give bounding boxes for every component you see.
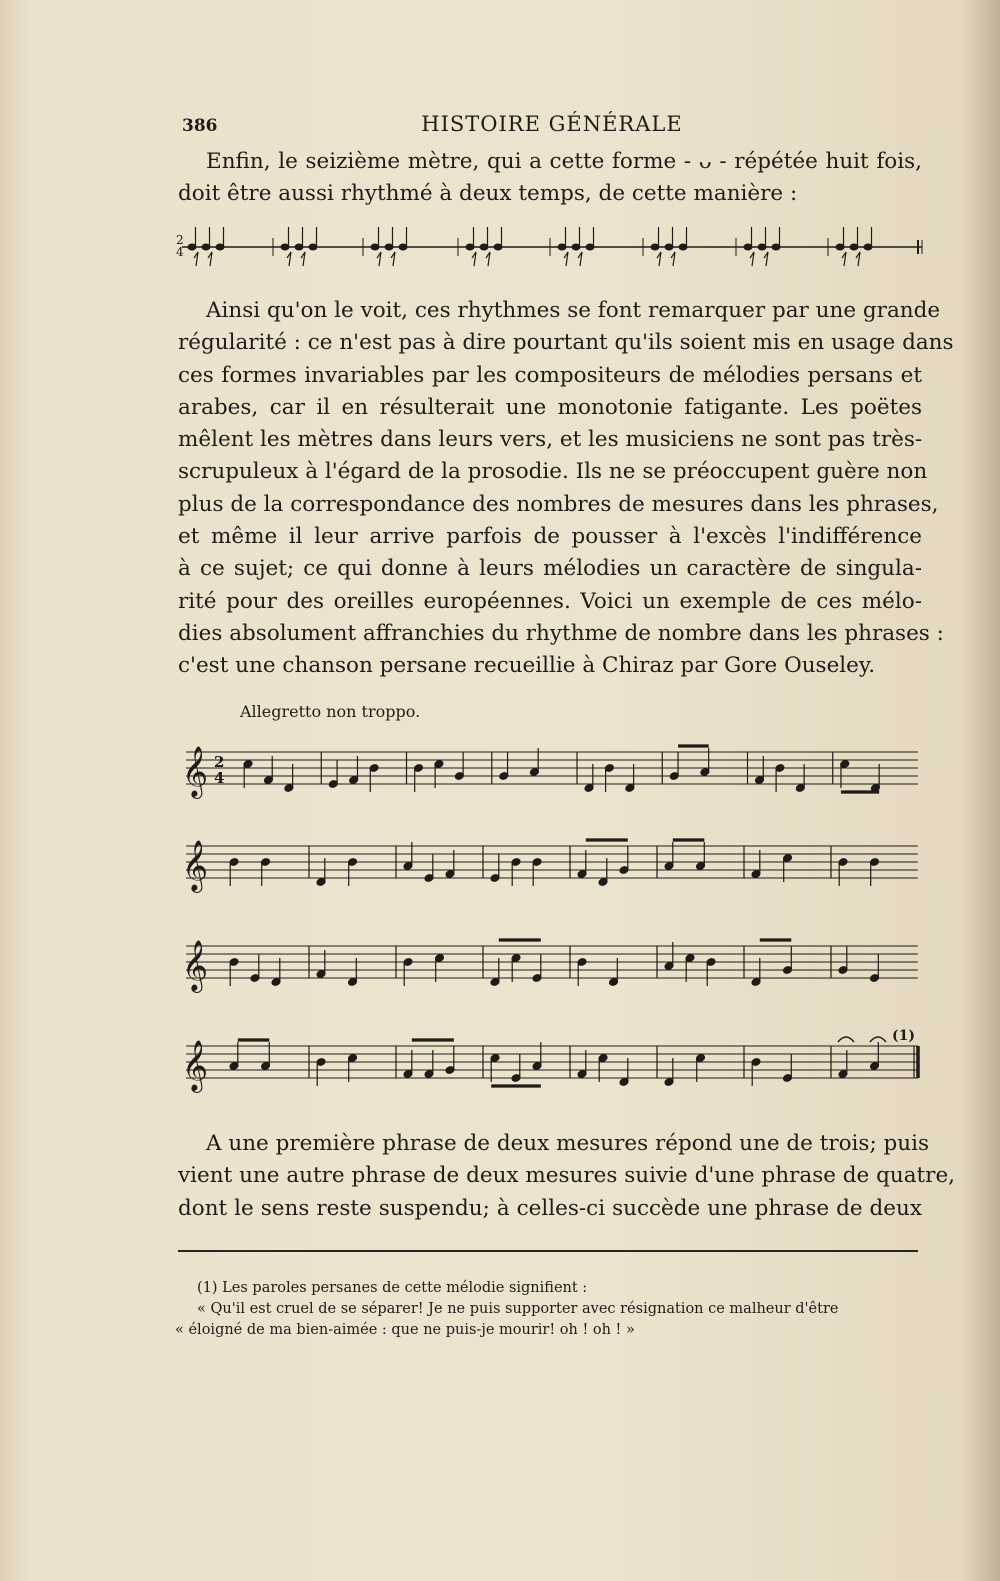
note-head	[371, 244, 379, 250]
svg-text:2: 2	[176, 233, 184, 247]
note-head	[188, 244, 196, 250]
footnote-marker: (1)	[892, 1028, 915, 1044]
treble-clef-icon: 𝄞	[182, 746, 209, 797]
footnotes	[175, 1278, 925, 1341]
note-head	[295, 244, 303, 250]
note-head	[399, 244, 407, 250]
text-line: mêlent les mètres dans leurs vers, et les musiciens ne sont pas très-	[178, 427, 923, 453]
text-line: et même il leur arrive parfois de pousser à l'excès l'indifférence	[178, 524, 922, 550]
rest-mark	[486, 252, 490, 266]
rest-mark	[391, 252, 395, 266]
text-line: doit être aussi rhythmé à deux temps, de cette manière :	[178, 181, 798, 207]
time-signature: 4	[214, 769, 225, 787]
rest-mark	[377, 252, 381, 266]
note-head	[202, 244, 210, 250]
footnote-line: « éloigné de ma bien-aimée : que ne puis-je mourir! oh ! oh ! »	[175, 1322, 635, 1338]
note-head	[679, 244, 687, 250]
note-head	[864, 244, 872, 250]
note-head	[772, 244, 780, 250]
melody-staff	[182, 746, 918, 799]
melody-staves	[182, 746, 918, 1093]
running-title: HISTOIRE GÉNÉRALE	[421, 112, 683, 136]
body-paragraph	[178, 295, 954, 683]
rest-mark	[671, 252, 675, 266]
time-signature: 2	[214, 753, 225, 771]
note-head	[480, 244, 488, 250]
note-head	[494, 244, 502, 250]
melody-staff	[182, 840, 918, 893]
rest-mark	[564, 252, 568, 266]
melody-staff	[182, 940, 918, 993]
note-head	[558, 244, 566, 250]
note-head	[309, 244, 317, 250]
text-line: régularité : ce n'est pas à dire pourtant qu'ils soient mis en usage dans	[178, 330, 954, 356]
rhythm-example	[176, 227, 922, 266]
text-line: Enfin, le seizième mètre, qui a cette forme - ᴗ - répétée huit fois,	[206, 149, 922, 174]
text-line: vient une autre phrase de deux mesures suivie d'une phrase de quatre,	[178, 1163, 956, 1189]
footnote-divider	[178, 1250, 918, 1252]
text-line: A une première phrase de deux mesures répond une de trois; puis	[206, 1131, 930, 1156]
treble-clef-icon: 𝄞	[182, 940, 209, 991]
rest-mark	[301, 252, 305, 266]
fermata-icon	[870, 1037, 886, 1042]
note-head	[651, 244, 659, 250]
note-head	[572, 244, 580, 250]
text-line: dont le sens reste suspendu; à celles-ci succède une phrase de deux	[178, 1195, 922, 1221]
footnote-line: « Qu'il est cruel de se séparer! Je ne puis supporter avec résignation ce malheur d'être	[197, 1301, 839, 1317]
note-head	[586, 244, 594, 250]
text-line: ces formes invariables par les compositeurs de mélodies persans et	[178, 362, 922, 388]
text-line: à ce sujet; ce qui donne à leurs mélodies un caractère de singula-	[178, 556, 922, 582]
text-line: c'est une chanson persane recueillie à Chiraz par Gore Ouseley.	[178, 653, 876, 679]
rest-mark	[657, 252, 661, 266]
svg-text:4: 4	[176, 245, 184, 259]
text-line: plus de la correspondance des nombres de mesures dans les phrases,	[178, 491, 939, 517]
note-head	[836, 244, 844, 250]
text-line: Ainsi qu'on le voit, ces rhythmes se font remarquer par une grande	[206, 298, 941, 323]
note-head	[850, 244, 858, 250]
rest-mark	[194, 252, 198, 266]
note-head	[385, 244, 393, 250]
rest-mark	[578, 252, 582, 266]
note-head	[466, 244, 474, 250]
rest-mark	[764, 252, 768, 266]
treble-clef-icon: 𝄞	[182, 1040, 209, 1091]
note-head	[216, 244, 224, 250]
text-line: dies absolument affranchies du rhythme de nombre dans les phrases :	[178, 620, 944, 646]
note-head	[758, 244, 766, 250]
after-paragraph	[178, 1128, 956, 1225]
note-head	[665, 244, 673, 250]
tempo-marking: Allegretto non troppo.	[240, 702, 421, 721]
page-number: 386	[182, 116, 218, 136]
text-line: arabes, car il en résulterait une monotonie fatigante. Les poëtes	[178, 394, 922, 420]
fermata-icon	[838, 1037, 854, 1042]
rest-mark	[287, 252, 291, 266]
text-line: rité pour des oreilles européennes. Voici un exemple de ces mélo-	[178, 588, 922, 614]
footnote-line: (1) Les paroles persanes de cette mélodie signifient :	[197, 1280, 588, 1296]
note-head	[744, 244, 752, 250]
rest-mark	[472, 252, 476, 266]
melody-staff	[182, 1028, 918, 1093]
rest-mark	[750, 252, 754, 266]
treble-clef-icon: 𝄞	[182, 840, 209, 891]
rest-mark	[208, 252, 212, 266]
rest-mark	[856, 252, 860, 266]
rest-mark	[842, 252, 846, 266]
text-line: scrupuleux à l'égard de la prosodie. Ils ne se préoccupent guère non	[178, 459, 928, 485]
note-head	[281, 244, 289, 250]
